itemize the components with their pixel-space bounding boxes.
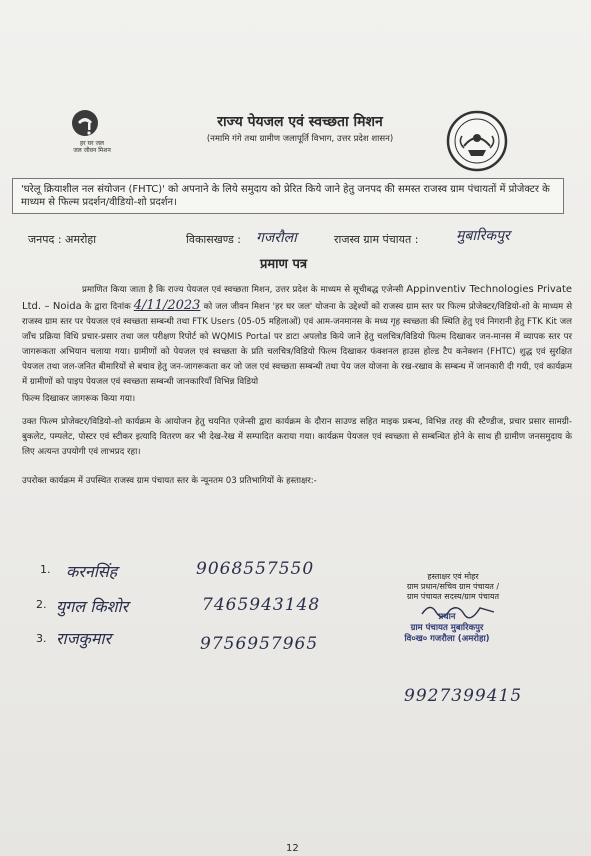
participant-1-phone: 9068557550 (196, 559, 315, 579)
body-paragraph-3: उपरोक्त कार्यक्रम में उपस्थित राजस्व ग्राम पंचायत स्तर के न्यूनतम 03 प्रतिभागियों के हस्ताक्षर:- (22, 476, 317, 486)
logo-left-text: हर घर जल जल जीवन मिशन (73, 140, 111, 154)
participant-3-phone: 9756957965 (200, 634, 319, 654)
body-paragraph-1-end: फिल्म दिखाकर जागरूक किया गया। (22, 394, 136, 404)
block-value: गजरौला (256, 230, 297, 246)
district-field: जनपद : अमरोहा (28, 233, 97, 246)
extra-phone-number: 9927399415 (404, 686, 523, 706)
certificate-body (22, 282, 572, 489)
har-ghar-jal-logo (62, 108, 112, 168)
body-paragraph-1: प्रमाणित किया जाता है कि राज्य पेयजल एवं स्वच्छता मिशन, उत्तर प्रदेश के माध्यम से सूचीबद्ध एजेन्सी Appinventiv Technologies Private Ltd. – Noida के द्वारा दिनांक 4/11/2023 को जल जीवन मिशन 'हर घर जल' योजना के उद्देश्यों को राजस्व ग्राम स्तर पर फिल्म प्रोजेक्टर/विडियो-शो के माध्यम से राजस्व ग्राम स्तर पर पेयजल एवं स्वच्छता सम्बन्धी तथा FTK Users (05-05 महिलाओं) एवं आम-जनमानस के मध्य गृह स्वच्छता की स्थिति हेतु एवं निगरानी हेतु FTK Kit जल जाँच प्रक्रिया विधि प्रचार-प्रसार तथा जल परीक्षण रिपोर्ट को WQMIS Portal पर डाटा अपलोड किये जाने हेतु चलचित्र/विडियो फिल्म दिखाकर जन-मानस में व्यापक स्तर पर जागरूकता अभियान चलाया गया। ग्रामीणों को पेयजल एवं स्वच्छता के प्रति चलचित्र/विडियो फिल्म दिखाकर फंक्शनल हाउस होल्ड टैप कनेक्शन (FHTC) शुद्ध एवं सुरक्षित पेयजल तथा जल-जनित बीमारियों से बचाव हेतु जन-जागरूकता कर जो जल एवं स्वच्छता सम्बन्धी तथा पेय जल योजना के रख-रखाव के सम्बन्ध में जानकारी दी गयी, एवं कार्यक्रम में ग्रामीणों को पाइप पेयजल एवं स्वच्छता सम्बन्धी जानकारियाँ विभिन्न विडियो (22, 284, 573, 387)
participant-2-name: युगल किशोर (56, 597, 129, 616)
subject-banner (12, 178, 564, 214)
participant-3-index: 3. (36, 632, 47, 645)
page-title: राज्य पेयजल एवं स्वच्छता मिशन (217, 114, 383, 130)
water-drop-icon (70, 108, 100, 138)
up-government-seal (446, 110, 508, 172)
panchayat-value: मुबारिकपुर (456, 228, 510, 244)
signature-block: हस्ताक्षर एवं मोहर ग्राम प्रधान/सचिव ग्राम पंचायत / ग्राम पंचायत सदस्य/ग्राम पंचायत (406, 572, 500, 601)
banner-text: 'घरेलू क्रियाशील नल संयोजन (FHTC)' को अपनाने के लिये समुदाय को प्रेरित किये जाने हेतु जनपद की समस्त राजस्व ग्राम पंचायतों में प्रोजेक्टर के माध्यम से फिल्म प्रदर्शन/वीडियो-शो प्रदर्शन। (21, 184, 550, 208)
agency-name: Appinventiv Technologies Private Ltd. – Noida (22, 284, 573, 312)
block-label: विकासखण्ड : (186, 233, 242, 246)
participant-3-name: राजकुमार (56, 629, 112, 648)
participant-2-index: 2. (36, 598, 47, 611)
page-subtitle: (नमामि गंगे तथा ग्रामीण जलापूर्ति विभाग, उत्तर प्रदेश शासन) (206, 134, 394, 144)
official-stamp: प्रधान ग्राम पंचायत मुबारिकपुर वि०ख० गजरौला (अमरोहा) (404, 612, 490, 644)
certificate-title: प्रमाण पत्र (260, 257, 308, 272)
body-paragraph-2: उक्त फिल्म प्रोजेक्टर/विडियो-शो कार्यक्रम के आयोजन हेतु चयनित एजेन्सी द्वारा कार्यक्रम के दौरान साउण्ड सहित माइक प्रबन्ध, विभिन्न तरह की स्टैण्डीज, प्रचार प्रसार सामग्री-बुकलेट, पम्पलेट, पोस्टर एवं स्टीकर इत्यादि वितरण कर भी देख-रेख में सम्पादित कराया गया। कार्यक्रम पेयजल एवं स्वच्छता से सम्बन्धित होने के साथ ही ग्रामीण जनसमुदाय के लिए अत्यन्त उपयोगी एवं लाभप्रद रहा। (22, 417, 572, 457)
event-date: 4/11/2023 (133, 298, 201, 313)
participant-2-phone: 7465943148 (202, 595, 321, 615)
participant-1-name: करनसिंह (66, 562, 118, 581)
page-number: 12 (286, 843, 299, 854)
panchayat-label: राजस्व ग्राम पंचायत : (334, 233, 419, 246)
participant-1-index: 1. (40, 563, 51, 576)
